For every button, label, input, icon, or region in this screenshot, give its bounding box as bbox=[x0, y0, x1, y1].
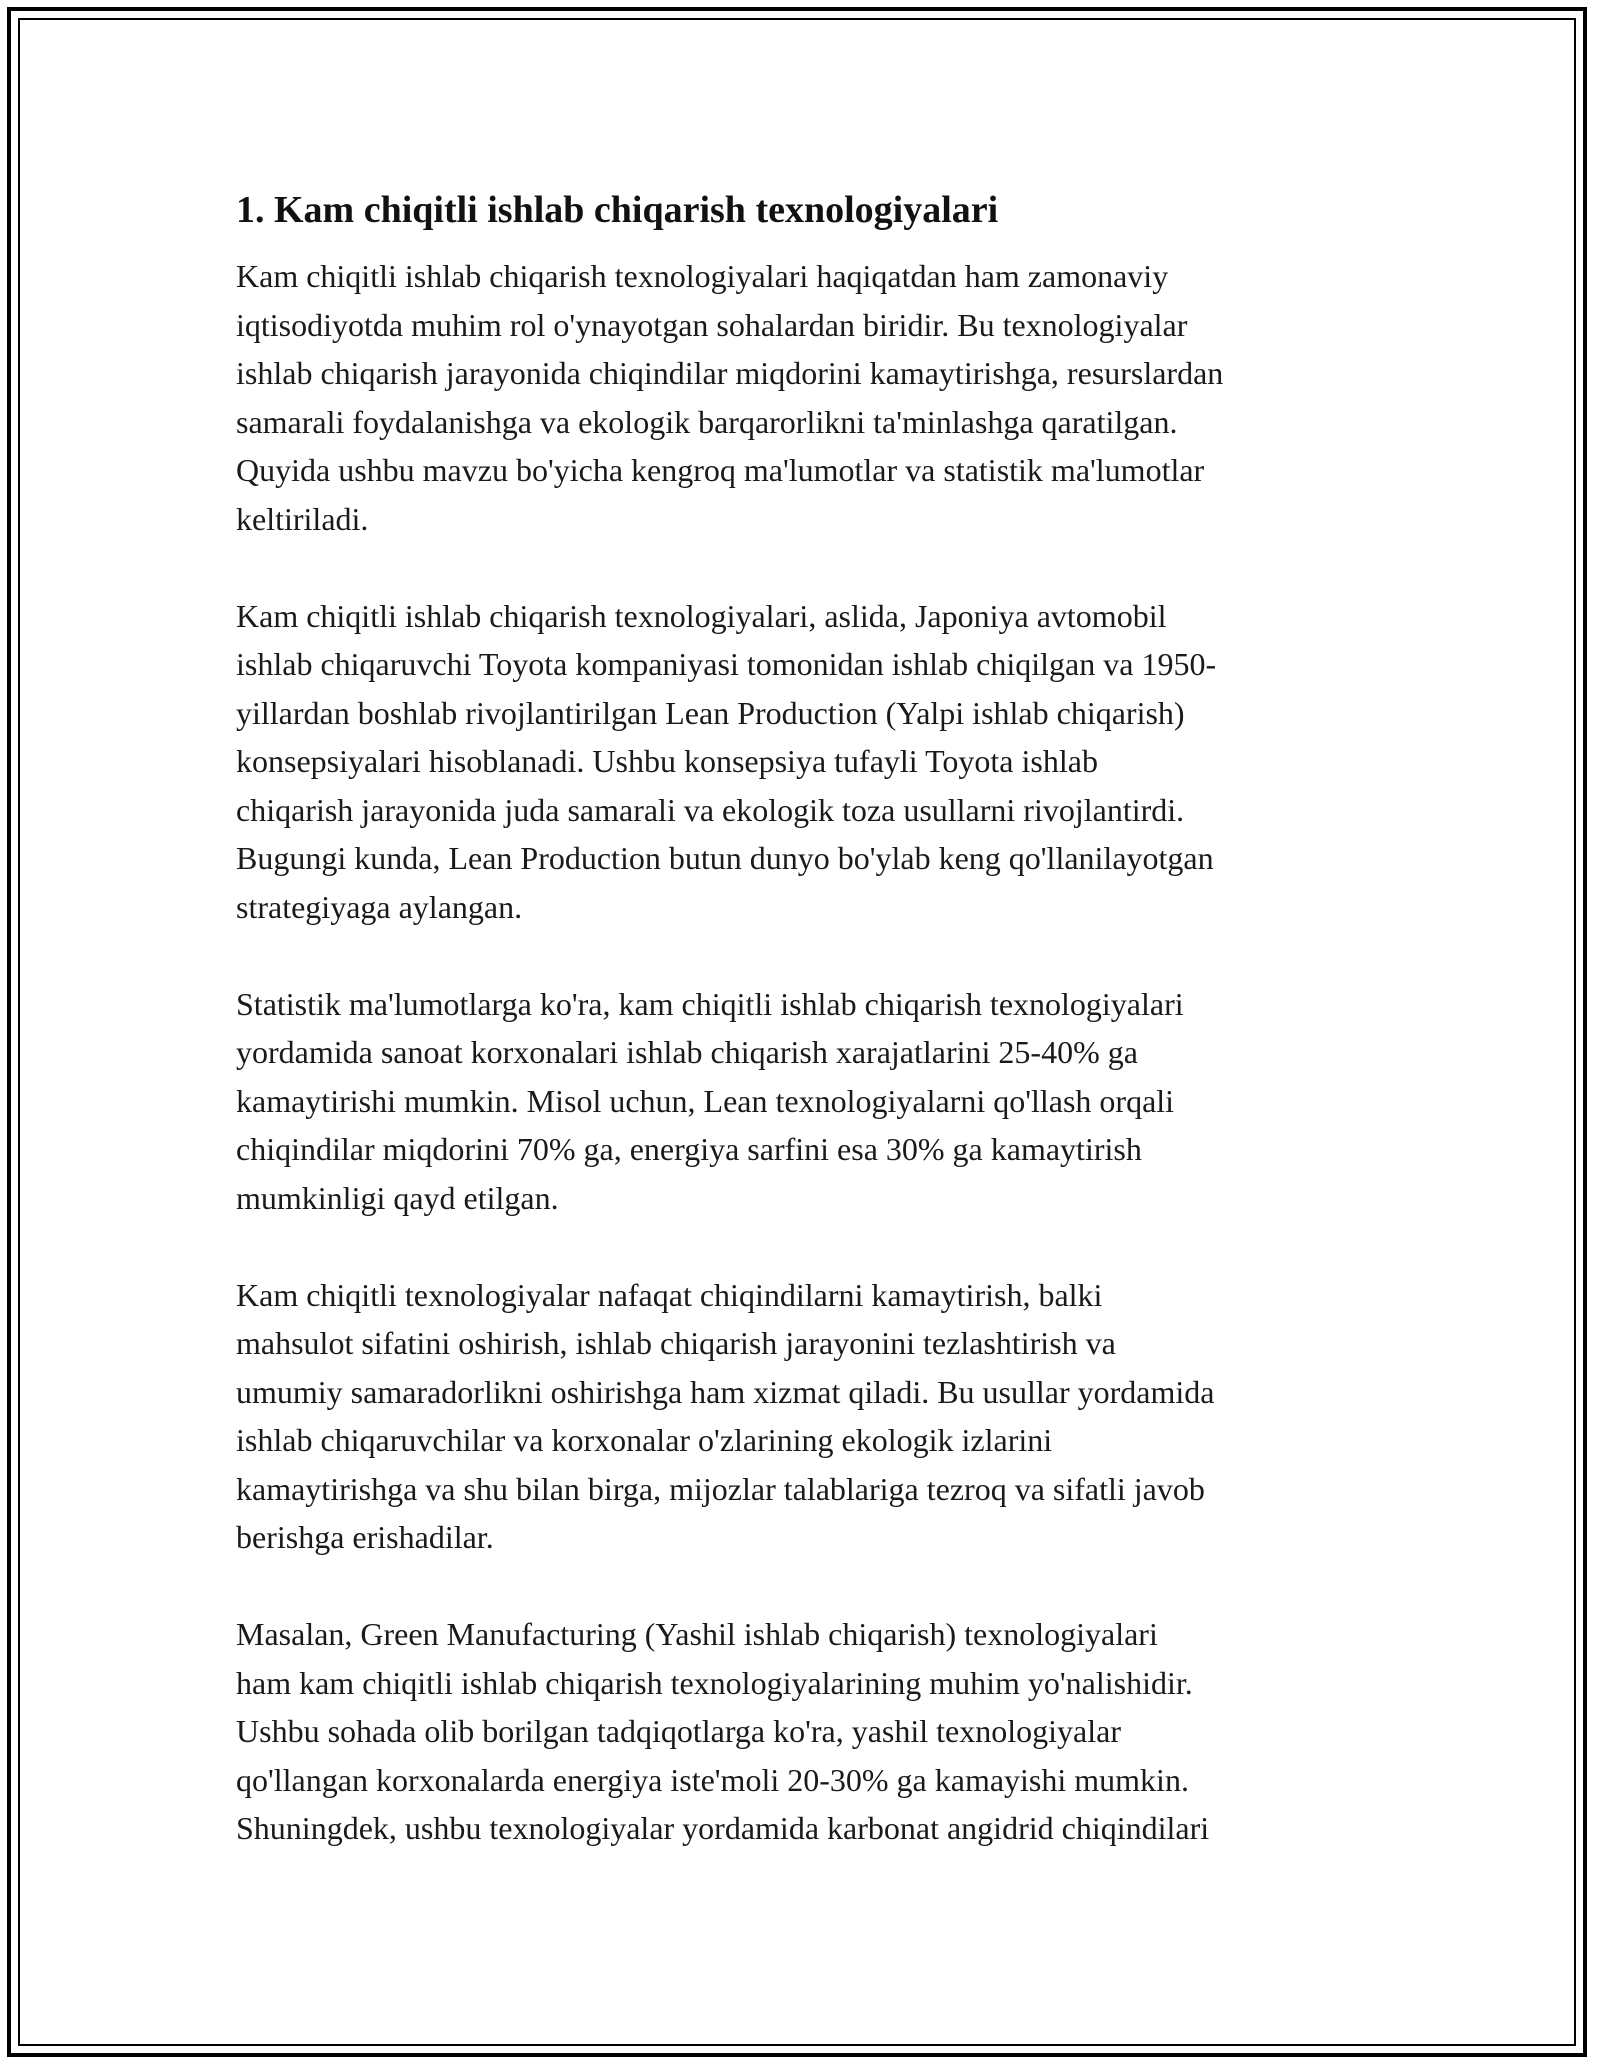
paragraph-2: Kam chiqitli ishlab chiqarish texnologiyalari, aslida, Japoniya avtomobil ishlab chiqaruvchi Toyota kompaniyasi tomonidan ishlab chiqilgan va 1950- yillardan boshlab rivojlantirilgan Lean Production (Yalpi ishlab chiqarish) konsepsiyalari hisoblanadi. Ushbu konsepsiya tufayli Toyota ishlab chiqarish jarayonida juda samarali va ekologik toza usullarni rivojlantirdi. Bugungi kunda, Lean Production butun dunyo bo'ylab keng qo'llanilayotgan strategiyaga aylangan. bbox=[236, 597, 1217, 925]
document-body bbox=[236, 186, 1386, 1901]
paragraph-1: Kam chiqitli ishlab chiqarish texnologiyalari haqiqatdan ham zamonaviy iqtisodiyotda muhim rol o'ynayotgan sohalardan biridir. Bu texnologiyalar ishlab chiqarish jarayonida chiqindilar miqdorini kamaytirishga, resurslardan samarali foydalanishga va ekologik barqarorlikni ta'minlashga qaratilgan. Quyida ushbu mavzu bo'yicha kengroq ma'lumotlar va statistik ma'lumotlar keltiriladi. bbox=[236, 258, 1224, 537]
paragraph-3: Statistik ma'lumotlarga ko'ra, kam chiqitli ishlab chiqarish texnologiyalari yordamida sanoat korxonalari ishlab chiqarish xarajatlarini 25-40% ga kamaytirishi mumkin. Misol uchun, Lean texnologiyalarni qo'llash orqali chiqindilar miqdorini 70% ga, energiya sarfini esa 30% ga kamaytirish mumkinligi qayd etilgan. bbox=[236, 985, 1184, 1216]
paragraph-4: Kam chiqitli texnologiyalar nafaqat chiqindilarni kamaytirish, balki mahsulot sifatini oshirish, ishlab chiqarish jarayonini tezlashtirish va umumiy samaradorlikni oshirishga ham xizmat qiladi. Bu usullar yordamida ishlab chiqaruvchilar va korxonalar o'zlarining ekologik izlarini kamaytirishga va shu bilan birga, mijozlar talablariga tezroq va sifatli javob berishga erishadilar. bbox=[236, 1276, 1215, 1555]
paragraph-5: Masalan, Green Manufacturing (Yashil ishlab chiqarish) texnologiyalari ham kam chiqitli ishlab chiqarish texnologiyalarining muhim yo'nalishidir. Ushbu sohada olib borilgan tadqiqotlarga ko'ra, yashil texnologiyalar qo'llangan korxonalarda energiya iste'moli 20-30% ga kamayishi mumkin. Shuningdek, ushbu texnologiyalar yordamida karbonat angidrid chiqindilari bbox=[236, 1616, 1210, 1846]
section-heading: 1. Kam chiqitli ishlab chiqarish texnologiyalari bbox=[236, 189, 999, 231]
